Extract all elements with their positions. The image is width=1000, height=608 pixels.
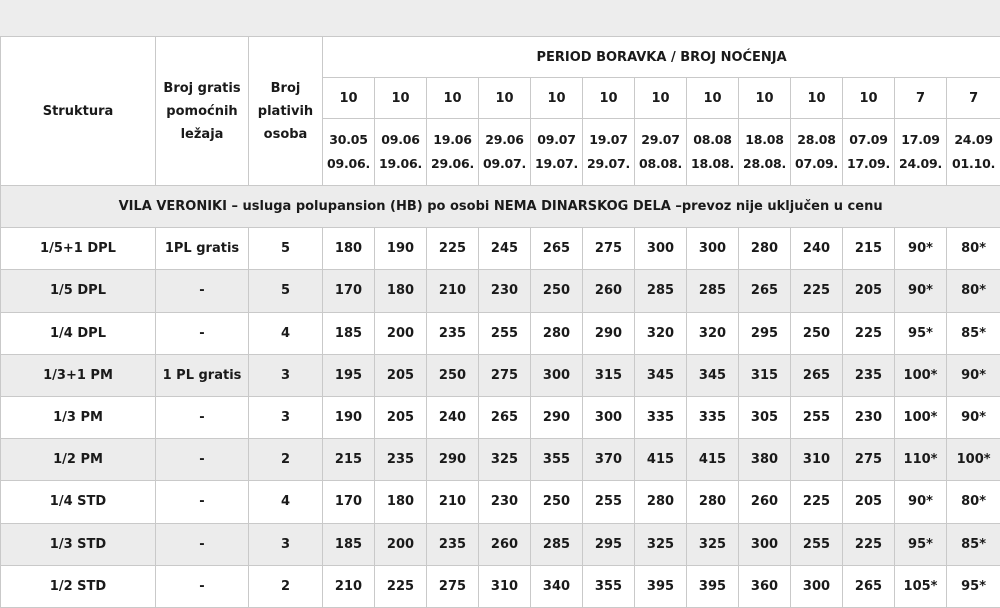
date-from: 28.08	[797, 132, 836, 147]
nights-cell: 10	[375, 78, 427, 119]
section-title: VILA VERONIKI – usluga polupansion (HB) po osobi NEMA DINARSKOG DELA –prevoz nije uključen u cenu	[1, 186, 1000, 228]
header-gratis-line: Broj gratis	[163, 80, 241, 96]
date-from: 29.07	[641, 132, 680, 147]
cell-osobe: 3	[249, 354, 323, 396]
cell-price: 90*	[895, 481, 947, 523]
cell-price: 360	[739, 565, 791, 607]
cell-price: 265	[791, 354, 843, 396]
cell-struktura: 1/2 PM	[1, 439, 156, 481]
cell-price: 275	[427, 565, 479, 607]
cell-gratis: -	[156, 312, 249, 354]
table-row	[1, 439, 1000, 481]
cell-price: 90*	[895, 270, 947, 312]
cell-price: 225	[791, 270, 843, 312]
cell-price: 190	[323, 396, 375, 438]
cell-price: 380	[739, 439, 791, 481]
table-row	[1, 228, 1000, 270]
cell-price: 205	[375, 354, 427, 396]
cell-price: 80*	[947, 228, 1000, 270]
cell-price: 250	[531, 481, 583, 523]
cell-price: 250	[791, 312, 843, 354]
date-from: 19.07	[589, 132, 628, 147]
cell-price: 260	[583, 270, 635, 312]
header-gratis	[156, 37, 249, 186]
cell-price: 250	[427, 354, 479, 396]
date-range-cell	[531, 119, 583, 186]
date-range-cell	[843, 119, 895, 186]
cell-price: 180	[375, 270, 427, 312]
cell-price: 260	[739, 481, 791, 523]
cell-price: 225	[375, 565, 427, 607]
cell-price: 185	[323, 523, 375, 565]
cell-price: 265	[739, 270, 791, 312]
cell-price: 355	[583, 565, 635, 607]
cell-price: 195	[323, 354, 375, 396]
cell-price: 225	[791, 481, 843, 523]
cell-price: 225	[843, 523, 895, 565]
cell-price: 235	[843, 354, 895, 396]
cell-struktura: 1/3 PM	[1, 396, 156, 438]
cell-price: 230	[479, 481, 531, 523]
cell-price: 170	[323, 481, 375, 523]
cell-gratis: -	[156, 565, 249, 607]
cell-price: 95*	[895, 523, 947, 565]
cell-price: 280	[739, 228, 791, 270]
cell-price: 260	[479, 523, 531, 565]
cell-price: 315	[583, 354, 635, 396]
date-to: 19.06.	[378, 156, 423, 171]
nights-cell: 10	[739, 78, 791, 119]
cell-struktura: 1/3 STD	[1, 523, 156, 565]
date-range-cell	[375, 119, 427, 186]
nights-cell: 10	[791, 78, 843, 119]
cell-price: 240	[427, 396, 479, 438]
cell-osobe: 4	[249, 481, 323, 523]
date-from: 24.09	[954, 132, 993, 147]
cell-price: 80*	[947, 481, 1000, 523]
cell-price: 305	[739, 396, 791, 438]
cell-price: 245	[479, 228, 531, 270]
nights-cell: 7	[947, 78, 1000, 119]
date-from: 09.07	[537, 132, 576, 147]
cell-price: 255	[791, 396, 843, 438]
date-to: 29.07.	[586, 156, 631, 171]
cell-osobe: 5	[249, 270, 323, 312]
header-struktura: Struktura	[1, 37, 156, 186]
cell-price: 95*	[895, 312, 947, 354]
cell-gratis: 1 PL gratis	[156, 354, 249, 396]
nights-cell: 10	[687, 78, 739, 119]
date-from: 30.05	[329, 132, 368, 147]
cell-price: 325	[479, 439, 531, 481]
date-range-cell	[791, 119, 843, 186]
cell-price: 280	[531, 312, 583, 354]
cell-price: 295	[583, 523, 635, 565]
table-row	[1, 481, 1000, 523]
cell-price: 300	[687, 228, 739, 270]
cell-price: 210	[427, 270, 479, 312]
cell-price: 235	[427, 312, 479, 354]
date-to: 17.09.	[846, 156, 891, 171]
date-to: 24.09.	[898, 156, 943, 171]
date-range-cell	[635, 119, 687, 186]
cell-osobe: 2	[249, 439, 323, 481]
nights-cell: 10	[427, 78, 479, 119]
cell-price: 265	[531, 228, 583, 270]
date-to: 29.06.	[430, 156, 475, 171]
cell-price: 235	[375, 439, 427, 481]
price-table	[0, 36, 1000, 608]
cell-osobe: 5	[249, 228, 323, 270]
cell-struktura: 1/5 DPL	[1, 270, 156, 312]
cell-osobe: 2	[249, 565, 323, 607]
cell-struktura: 1/5+1 DPL	[1, 228, 156, 270]
cell-price: 290	[583, 312, 635, 354]
cell-price: 285	[687, 270, 739, 312]
cell-price: 180	[375, 481, 427, 523]
cell-price: 215	[843, 228, 895, 270]
date-from: 09.06	[381, 132, 420, 147]
cell-price: 100*	[895, 354, 947, 396]
cell-price: 345	[635, 354, 687, 396]
cell-price: 320	[687, 312, 739, 354]
cell-price: 255	[791, 523, 843, 565]
cell-price: 235	[427, 523, 479, 565]
cell-price: 335	[635, 396, 687, 438]
header-plativ	[249, 37, 323, 186]
date-from: 17.09	[901, 132, 940, 147]
date-to: 09.07.	[482, 156, 527, 171]
cell-price: 300	[635, 228, 687, 270]
cell-price: 310	[791, 439, 843, 481]
header-plativ-line: osoba	[263, 126, 308, 142]
cell-price: 340	[531, 565, 583, 607]
cell-price: 200	[375, 312, 427, 354]
nights-cell: 10	[531, 78, 583, 119]
table-row	[1, 354, 1000, 396]
cell-price: 290	[427, 439, 479, 481]
cell-price: 95*	[947, 565, 1000, 607]
cell-price: 85*	[947, 312, 1000, 354]
cell-price: 205	[843, 481, 895, 523]
header-gratis-line: ležaja	[180, 126, 224, 142]
cell-price: 415	[635, 439, 687, 481]
date-range-cell	[895, 119, 947, 186]
date-from: 07.09	[849, 132, 888, 147]
cell-price: 345	[687, 354, 739, 396]
section-row	[1, 186, 1000, 228]
nights-cell: 10	[635, 78, 687, 119]
cell-price: 355	[531, 439, 583, 481]
cell-price: 85*	[947, 523, 1000, 565]
date-range-cell	[739, 119, 791, 186]
date-range-cell	[479, 119, 531, 186]
cell-price: 335	[687, 396, 739, 438]
cell-gratis: 1PL gratis	[156, 228, 249, 270]
cell-gratis: -	[156, 439, 249, 481]
table-row	[1, 523, 1000, 565]
date-to: 01.10.	[952, 156, 996, 171]
table-row	[1, 565, 1000, 607]
cell-osobe: 4	[249, 312, 323, 354]
cell-price: 230	[479, 270, 531, 312]
cell-price: 185	[323, 312, 375, 354]
cell-price: 215	[323, 439, 375, 481]
cell-price: 280	[687, 481, 739, 523]
cell-price: 280	[635, 481, 687, 523]
cell-price: 250	[531, 270, 583, 312]
cell-price: 225	[843, 312, 895, 354]
cell-price: 210	[427, 481, 479, 523]
cell-price: 310	[479, 565, 531, 607]
cell-gratis: -	[156, 270, 249, 312]
cell-price: 300	[739, 523, 791, 565]
date-to: 18.08.	[690, 156, 735, 171]
cell-price: 80*	[947, 270, 1000, 312]
date-to: 08.08.	[638, 156, 683, 171]
cell-osobe: 3	[249, 396, 323, 438]
date-range-cell	[583, 119, 635, 186]
header-plativ-line: Broj	[270, 80, 301, 96]
cell-price: 265	[843, 565, 895, 607]
cell-price: 300	[583, 396, 635, 438]
cell-price: 370	[583, 439, 635, 481]
nights-cell: 10	[323, 78, 375, 119]
date-range-cell	[427, 119, 479, 186]
cell-price: 325	[635, 523, 687, 565]
cell-price: 230	[843, 396, 895, 438]
nights-cell: 10	[583, 78, 635, 119]
header-plativ-line: plativih	[257, 103, 314, 119]
date-to: 09.06.	[326, 156, 371, 171]
cell-osobe: 3	[249, 523, 323, 565]
date-to: 07.09.	[794, 156, 839, 171]
cell-price: 90*	[895, 228, 947, 270]
date-from: 18.08	[745, 132, 784, 147]
table-row	[1, 396, 1000, 438]
nights-cell: 10	[843, 78, 895, 119]
cell-struktura: 1/4 DPL	[1, 312, 156, 354]
cell-price: 300	[791, 565, 843, 607]
table-body	[1, 186, 1000, 608]
cell-price: 255	[479, 312, 531, 354]
cell-price: 100*	[947, 439, 1000, 481]
cell-price: 105*	[895, 565, 947, 607]
cell-price: 210	[323, 565, 375, 607]
cell-price: 285	[531, 523, 583, 565]
cell-price: 205	[843, 270, 895, 312]
date-range-cell	[947, 119, 1000, 186]
date-range-cell	[323, 119, 375, 186]
top-band	[0, 0, 1000, 37]
cell-price: 325	[687, 523, 739, 565]
cell-price: 200	[375, 523, 427, 565]
date-from: 08.08	[693, 132, 732, 147]
cell-price: 415	[687, 439, 739, 481]
cell-price: 295	[739, 312, 791, 354]
date-range-cell	[687, 119, 739, 186]
date-to: 28.08.	[742, 156, 787, 171]
header-period: PERIOD BORAVKA / BROJ NOĆENJA	[323, 37, 1000, 78]
cell-price: 275	[583, 228, 635, 270]
table-header	[1, 37, 1000, 186]
cell-price: 100*	[895, 396, 947, 438]
date-to: 19.07.	[534, 156, 579, 171]
cell-price: 225	[427, 228, 479, 270]
cell-price: 285	[635, 270, 687, 312]
table-row	[1, 270, 1000, 312]
date-from: 29.06	[485, 132, 524, 147]
cell-struktura: 1/4 STD	[1, 481, 156, 523]
cell-price: 90*	[947, 396, 1000, 438]
cell-price: 265	[479, 396, 531, 438]
cell-struktura: 1/3+1 PM	[1, 354, 156, 396]
cell-price: 190	[375, 228, 427, 270]
cell-price: 255	[583, 481, 635, 523]
cell-gratis: -	[156, 396, 249, 438]
cell-price: 90*	[947, 354, 1000, 396]
cell-gratis: -	[156, 481, 249, 523]
cell-price: 170	[323, 270, 375, 312]
nights-cell: 10	[479, 78, 531, 119]
cell-gratis: -	[156, 523, 249, 565]
cell-price: 205	[375, 396, 427, 438]
cell-struktura: 1/2 STD	[1, 565, 156, 607]
cell-price: 240	[791, 228, 843, 270]
cell-price: 315	[739, 354, 791, 396]
cell-price: 180	[323, 228, 375, 270]
cell-price: 320	[635, 312, 687, 354]
table-row	[1, 312, 1000, 354]
cell-price: 275	[479, 354, 531, 396]
cell-price: 395	[635, 565, 687, 607]
cell-price: 275	[843, 439, 895, 481]
nights-cell: 7	[895, 78, 947, 119]
cell-price: 290	[531, 396, 583, 438]
cell-price: 300	[531, 354, 583, 396]
cell-price: 110*	[895, 439, 947, 481]
cell-price: 395	[687, 565, 739, 607]
header-gratis-line: pomoćnih	[166, 103, 238, 119]
date-from: 19.06	[433, 132, 472, 147]
